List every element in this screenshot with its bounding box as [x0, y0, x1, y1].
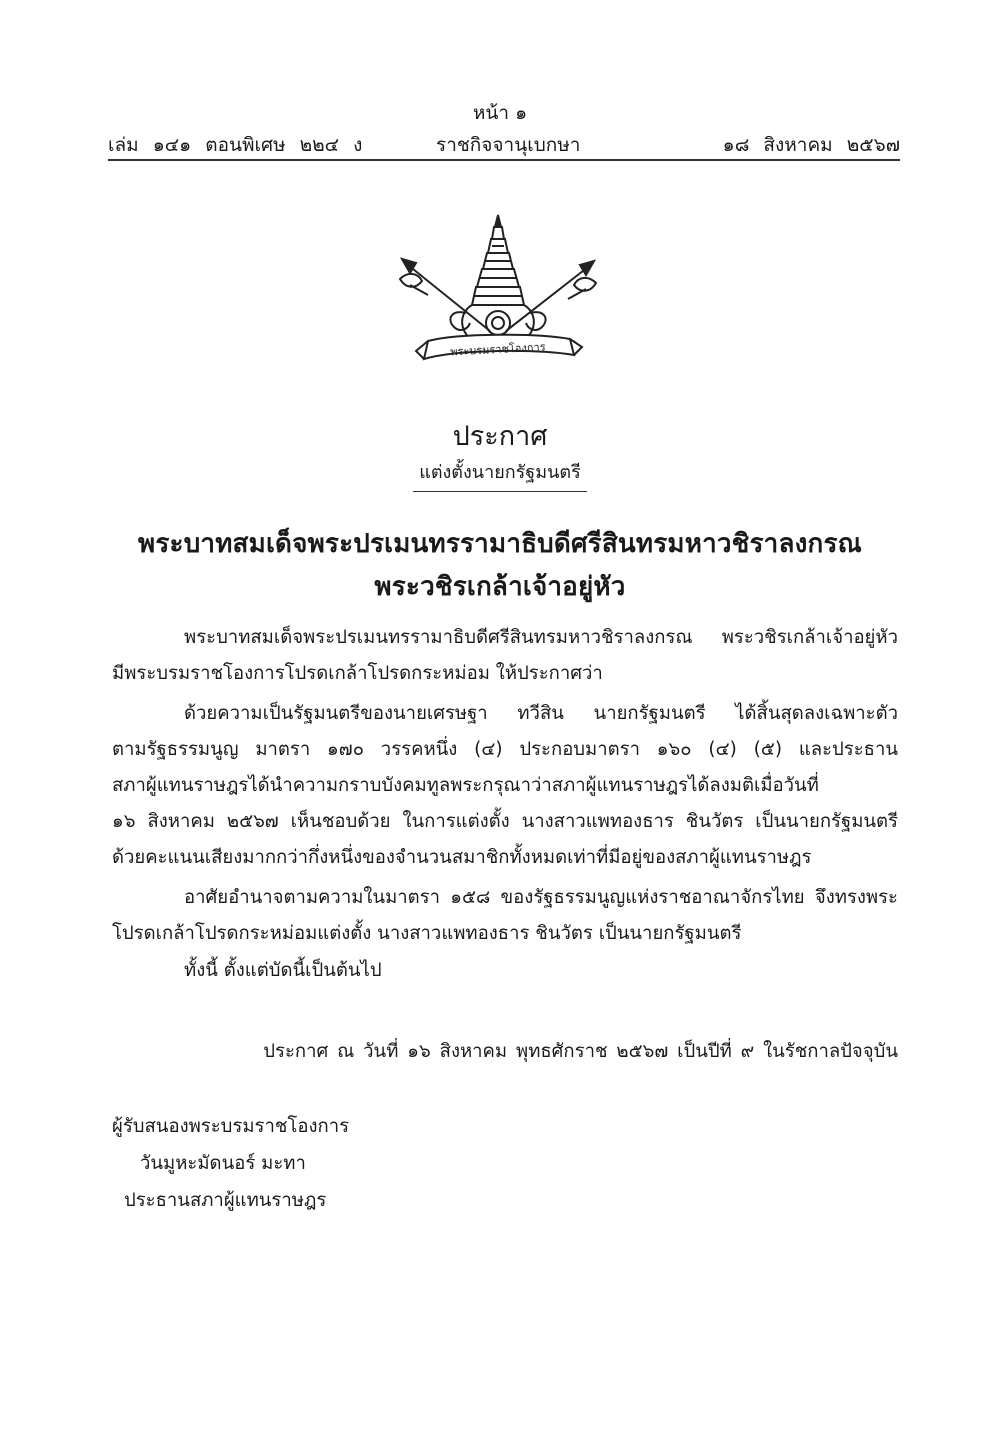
gazette-name: ราชกิจจานุเบกษา	[436, 134, 581, 156]
paragraph-2	[112, 696, 898, 876]
emblem-inscription: พระบรมราชโองการ	[449, 340, 546, 359]
royal-seal-emblem-icon	[398, 213, 598, 373]
announcement-date: ประกาศ ณ วันที่ ๑๖ สิงหาคม พุทธศักราช ๒๕๖๗ เป็นปีที่ ๙ ในรัชกาลปัจจุบัน	[263, 1041, 898, 1062]
signatory-name: วันมูหะมัดนอร์ มะทา	[140, 1153, 306, 1174]
body-line: ด้วยความเป็นรัฐมนตรีของนายเศรษฐา ทวีสิน นายกรัฐมนตรี ได้สิ้นสุดลงเฉพาะตัว	[184, 703, 898, 724]
header-divider	[108, 159, 900, 161]
paragraph-4	[112, 953, 898, 989]
body-line: ทั้งนี้ ตั้งแต่บัดนี้เป็นต้นไป	[184, 960, 382, 981]
paragraph-3	[112, 880, 898, 952]
body-line: พระบาทสมเด็จพระปรเมนทรรามาธิบดีศรีสินทรมหาวชิราลงกรณ พระวชิรเกล้าเจ้าอยู่หัว	[184, 627, 898, 648]
king-name-line-1: พระบาทสมเด็จพระปรเมนทรรามาธิบดีศรีสินทรมหาวชิราลงกรณ	[138, 529, 862, 559]
signatory-title: ประธานสภาผู้แทนราษฎร	[124, 1190, 327, 1211]
publication-date: ๑๘ สิงหาคม ๒๕๖๗	[722, 134, 900, 156]
body-line: ตามรัฐธรรมนูญ มาตรา ๑๗๐ วรรคหนึ่ง (๔) ประกอบมาตรา ๑๖๐ (๔) (๕) และประธาน	[112, 739, 898, 760]
body-line: ๑๖ สิงหาคม ๒๕๖๗ เห็นชอบด้วย ในการแต่งตั้ง นางสาวแพทองธาร ชินวัตร เป็นนายกรัฐมนตรี	[112, 811, 898, 832]
king-name-line-2: พระวชิรเกล้าเจ้าอยู่หัว	[374, 572, 626, 602]
title-underline	[413, 491, 587, 492]
body-line: อาศัยอำนาจตามความในมาตรา ๑๕๘ ของรัฐธรรมนูญแห่งราชอาณาจักรไทย จึงทรงพระ	[184, 887, 898, 908]
body-line: โปรดเกล้าโปรดกระหม่อมแต่งตั้ง นางสาวแพทองธาร ชินวัตร เป็นนายกรัฐมนตรี	[112, 923, 742, 944]
countersign-label: ผู้รับสนองพระบรมราชโองการ	[112, 1116, 350, 1137]
gazette-header	[108, 130, 900, 158]
announcement-subtitle: แต่งตั้งนายกรัฐมนตรี	[419, 462, 581, 483]
page-number: หน้า ๑	[472, 102, 528, 124]
body-line: ด้วยคะแนนเสียงมากกว่ากึ่งหนึ่งของจำนวนสมาชิกทั้งหมดเท่าที่มีอยู่ของสภาผู้แทนราษฎร	[112, 847, 812, 868]
body-line: มีพระบรมราชโองการโปรดเกล้าโปรดกระหม่อม ให้ประกาศว่า	[112, 663, 603, 684]
volume-issue: เล่ม ๑๔๑ ตอนพิเศษ ๒๒๔ ง	[108, 134, 363, 156]
announcement-title: ประกาศ	[452, 421, 548, 452]
body-line: สภาผู้แทนราษฎรได้นำความกราบบังคมทูลพระกรุณาว่าสภาผู้แทนราษฎรได้ลงมติเมื่อวันที่	[112, 775, 819, 796]
paragraph-1	[112, 620, 898, 692]
